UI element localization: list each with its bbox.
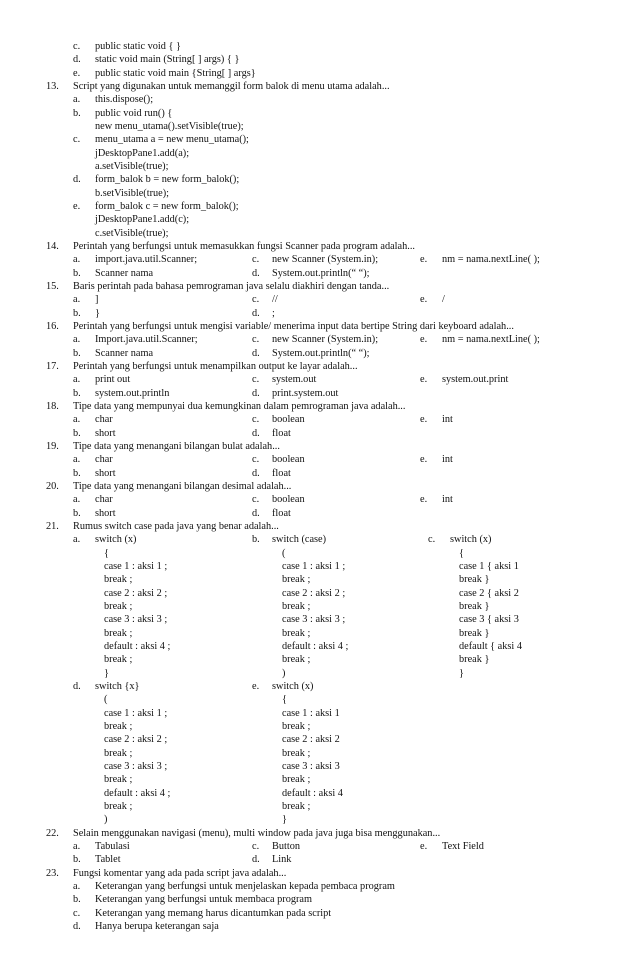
- text-line: Keterangan yang berfungsi untuk membaca program: [95, 894, 313, 905]
- text-line: 18.: [46, 401, 59, 412]
- text-line: break ;: [104, 628, 133, 639]
- text-line: c.: [252, 414, 260, 425]
- text-line: import.java.util.Scanner;: [95, 254, 198, 265]
- text-line: d.: [73, 174, 81, 185]
- text-line: print.system.out: [272, 388, 339, 399]
- text-line: switch (x): [450, 534, 492, 545]
- text-line: break }: [459, 601, 490, 612]
- text-line: d.: [252, 428, 260, 439]
- text-line: int: [442, 414, 453, 425]
- text-line: }: [459, 668, 464, 679]
- text-line: /: [442, 294, 445, 305]
- text-line: Button: [272, 841, 301, 852]
- text-line: d.: [252, 348, 260, 359]
- text-line: a.: [73, 414, 81, 425]
- text-line: c.: [252, 334, 260, 345]
- text-line: 20.: [46, 481, 59, 492]
- text-line: Hanya berupa keterangan saja: [95, 921, 219, 932]
- text-line: break ;: [282, 748, 311, 759]
- text-line: d.: [252, 388, 260, 399]
- text-line: b.: [73, 468, 81, 479]
- text-line: static void main (String[ ] args) { }: [95, 54, 240, 65]
- text-line: break ;: [282, 721, 311, 732]
- text-line: 15.: [46, 281, 59, 292]
- text-line: a.: [73, 534, 81, 545]
- text-line: switch (x): [272, 681, 314, 692]
- text-line: c.: [252, 374, 260, 385]
- text-line: switch (case): [272, 534, 327, 545]
- text-line: {: [104, 548, 109, 559]
- text-line: public static void main {String[ ] args}: [95, 68, 256, 79]
- text-line: system.out.println: [95, 388, 170, 399]
- text-line: Link: [272, 854, 292, 865]
- text-line: c.: [252, 494, 260, 505]
- text-line: public void run() {: [95, 108, 173, 119]
- text-line: break ;: [282, 774, 311, 785]
- text-line: a.: [73, 841, 81, 852]
- text-line: a.: [73, 94, 81, 105]
- text-line: float: [272, 508, 291, 519]
- text-line: Rumus switch case pada java yang benar adalah...: [73, 521, 279, 532]
- text-line: c.: [252, 294, 260, 305]
- text-line: default { aksi 4: [459, 641, 522, 652]
- text-line: ;: [272, 308, 275, 319]
- text-line: a.: [73, 254, 81, 265]
- text-line: 21.: [46, 521, 59, 532]
- text-line: system.out.print: [442, 374, 509, 385]
- text-line: (: [282, 548, 286, 559]
- text-line: char: [95, 494, 113, 505]
- text-line: case 1 : aksi 1 ;: [104, 708, 168, 719]
- text-line: default : aksi 4: [282, 788, 343, 799]
- text-line: new menu_utama().setVisible(true);: [95, 121, 244, 132]
- text-line: case 2 { aksi 2: [459, 588, 519, 599]
- text-line: case 3 : aksi 3 ;: [104, 761, 168, 772]
- text-line: system.out: [272, 374, 317, 385]
- text-line: int: [442, 494, 453, 505]
- text-line: Tipe data yang menangani bilangan bulat adalah...: [73, 441, 280, 452]
- text-line: case 2 : aksi 2 ;: [104, 734, 168, 745]
- text-line: e.: [73, 68, 81, 79]
- text-line: {: [459, 548, 464, 559]
- text-line: e.: [420, 374, 428, 385]
- text-line: new Scanner (System.in);: [272, 334, 379, 345]
- text-line: c.: [252, 454, 260, 465]
- text-line: c.setVisible(true);: [95, 228, 169, 239]
- text-line: 17.: [46, 361, 59, 372]
- text-line: e.: [420, 334, 428, 345]
- text-line: form_balok c = new form_balok();: [95, 201, 239, 212]
- text-line: new Scanner (System.in);: [272, 254, 379, 265]
- text-line: d.: [252, 508, 260, 519]
- text-line: b.: [73, 894, 81, 905]
- text-line: public static void { }: [95, 41, 181, 52]
- text-line: c.: [73, 134, 81, 145]
- text-line: 22.: [46, 828, 59, 839]
- text-line: a.setVisible(true);: [95, 161, 169, 172]
- text-line: Scanner nama: [95, 268, 154, 279]
- text-line: a.: [73, 334, 81, 345]
- text-line: break ;: [282, 574, 311, 585]
- text-line: Perintah yang berfungsi untuk mengisi variable/ menerima input data bertipe String dari keyboard adalah...: [73, 321, 514, 332]
- text-line: ): [104, 814, 108, 825]
- text-line: case 3 { aksi 3: [459, 614, 519, 625]
- text-line: short: [95, 508, 116, 519]
- text-line: break ;: [104, 654, 133, 665]
- text-line: b.: [73, 308, 81, 319]
- text-line: d.: [252, 854, 260, 865]
- text-line: c.: [252, 841, 260, 852]
- text-line: case 3 : aksi 3 ;: [282, 614, 346, 625]
- text-line: Import.java.util.Scanner;: [95, 334, 198, 345]
- text-line: break ;: [282, 801, 311, 812]
- text-line: int: [442, 454, 453, 465]
- text-line: break ;: [282, 601, 311, 612]
- text-line: case 2 : aksi 2 ;: [104, 588, 168, 599]
- text-line: b.: [73, 388, 81, 399]
- text-line: default : aksi 4 ;: [104, 641, 171, 652]
- text-line: a.: [73, 294, 81, 305]
- text-line: case 2 : aksi 2 ;: [282, 588, 346, 599]
- text-line: ]: [95, 294, 99, 305]
- text-line: (: [104, 694, 108, 705]
- text-line: float: [272, 468, 291, 479]
- text-line: break ;: [104, 601, 133, 612]
- text-line: Fungsi komentar yang ada pada script java adalah...: [73, 868, 287, 879]
- text-line: Perintah yang berfungsi untuk menampilkan output ke layar adalah...: [73, 361, 358, 372]
- text-line: Tipe data yang menangani bilangan desimal adalah...: [73, 481, 292, 492]
- text-line: boolean: [272, 494, 305, 505]
- text-line: print out: [95, 374, 131, 385]
- text-line: e.: [252, 681, 260, 692]
- text-line: b.: [73, 428, 81, 439]
- text-line: break }: [459, 654, 490, 665]
- text-line: switch (x): [95, 534, 137, 545]
- text-line: Keterangan yang memang harus dicantumkan pada script: [95, 908, 332, 919]
- text-line: 19.: [46, 441, 59, 452]
- text-line: jDesktopPane1.add(c);: [95, 214, 190, 225]
- text-line: e.: [73, 201, 81, 212]
- text-line: nm = nama.nextLine( );: [442, 334, 540, 345]
- text-line: short: [95, 468, 116, 479]
- text-line: case 1 : aksi 1 ;: [104, 561, 168, 572]
- text-line: d.: [252, 308, 260, 319]
- text-line: case 1 : aksi 1 ;: [282, 561, 346, 572]
- text-line: b.: [73, 854, 81, 865]
- text-line: e.: [420, 454, 428, 465]
- text-line: case 1 : aksi 1: [282, 708, 340, 719]
- text-line: switch {x}: [95, 681, 140, 692]
- text-line: form_balok b = new form_balok();: [95, 174, 240, 185]
- text-line: {: [282, 694, 287, 705]
- text-line: Tabulasi: [95, 841, 130, 852]
- text-line: e.: [420, 294, 428, 305]
- text-line: Scanner nama: [95, 348, 154, 359]
- text-line: //: [272, 294, 278, 305]
- text-line: Script yang digunakan untuk memanggil form balok di menu utama adalah...: [73, 81, 390, 92]
- text-line: default : aksi 4 ;: [104, 788, 171, 799]
- text-line: d.: [73, 921, 81, 932]
- text-line: System.out.println(“ “);: [272, 348, 370, 359]
- text-line: c.: [252, 254, 260, 265]
- text-line: jDesktopPane1.add(a);: [95, 148, 190, 159]
- text-line: case 1 { aksi 1: [459, 561, 519, 572]
- text-line: break ;: [104, 801, 133, 812]
- text-line: b.: [73, 508, 81, 519]
- text-line: d.: [73, 681, 81, 692]
- text-line: e.: [420, 254, 428, 265]
- text-line: e.: [420, 494, 428, 505]
- text-line: b.: [73, 348, 81, 359]
- text-line: boolean: [272, 414, 305, 425]
- text-line: }: [282, 814, 287, 825]
- text-line: 16.: [46, 321, 59, 332]
- text-line: Text Field: [442, 841, 484, 852]
- text-line: e.: [420, 414, 428, 425]
- text-line: Tablet: [95, 854, 121, 865]
- text-line: a.: [73, 454, 81, 465]
- text-line: Perintah yang berfungsi untuk memasukkan fungsi Scanner pada program adalah...: [73, 241, 415, 252]
- text-line: break ;: [104, 574, 133, 585]
- text-line: break ;: [104, 774, 133, 785]
- text-line: char: [95, 454, 113, 465]
- text-line: a.: [73, 881, 81, 892]
- text-line: ): [282, 668, 286, 679]
- text-line: case 3 : aksi 3: [282, 761, 340, 772]
- text-line: c.: [73, 41, 81, 52]
- text-line: 23.: [46, 868, 59, 879]
- text-line: b.: [73, 108, 81, 119]
- text-line: break ;: [104, 748, 133, 759]
- text-line: float: [272, 428, 291, 439]
- text-line: c.: [428, 534, 436, 545]
- text-line: b.: [252, 534, 260, 545]
- text-line: System.out.println(“ “);: [272, 268, 370, 279]
- text-line: e.: [420, 841, 428, 852]
- text-line: a.: [73, 494, 81, 505]
- text-line: Selain menggunakan navigasi (menu), multi window pada java juga bisa menggunakan...: [73, 828, 441, 839]
- text-line: Keterangan yang berfungsi untuk menjelaskan kepada pembaca program: [95, 881, 395, 892]
- text-line: Tipe data yang mempunyai dua kemungkinan dalam pemrograman java adalah...: [73, 401, 406, 412]
- text-line: 14.: [46, 241, 59, 252]
- text-line: 13.: [46, 81, 59, 92]
- text-line: break }: [459, 628, 490, 639]
- text-line: }: [95, 308, 100, 319]
- text-line: break ;: [282, 654, 311, 665]
- text-line: break }: [459, 574, 490, 585]
- text-line: nm = nama.nextLine( );: [442, 254, 540, 265]
- text-line: d.: [252, 268, 260, 279]
- text-line: short: [95, 428, 116, 439]
- text-line: d.: [73, 54, 81, 65]
- text-line: menu_utama a = new menu_utama();: [95, 134, 249, 145]
- text-line: c.: [73, 908, 81, 919]
- text-line: break ;: [282, 628, 311, 639]
- text-line: this.dispose();: [95, 94, 154, 105]
- text-line: b.: [73, 268, 81, 279]
- text-line: d.: [252, 468, 260, 479]
- text-line: Baris perintah pada bahasa pemrograman java selalu diakhiri dengan tanda...: [73, 281, 390, 292]
- text-line: char: [95, 414, 113, 425]
- text-line: a.: [73, 374, 81, 385]
- text-line: boolean: [272, 454, 305, 465]
- text-line: break ;: [104, 721, 133, 732]
- text-line: default : aksi 4 ;: [282, 641, 349, 652]
- text-line: case 2 : aksi 2: [282, 734, 340, 745]
- text-line: case 3 : aksi 3 ;: [104, 614, 168, 625]
- text-line: }: [104, 668, 109, 679]
- text-line: b.setVisible(true);: [95, 188, 170, 199]
